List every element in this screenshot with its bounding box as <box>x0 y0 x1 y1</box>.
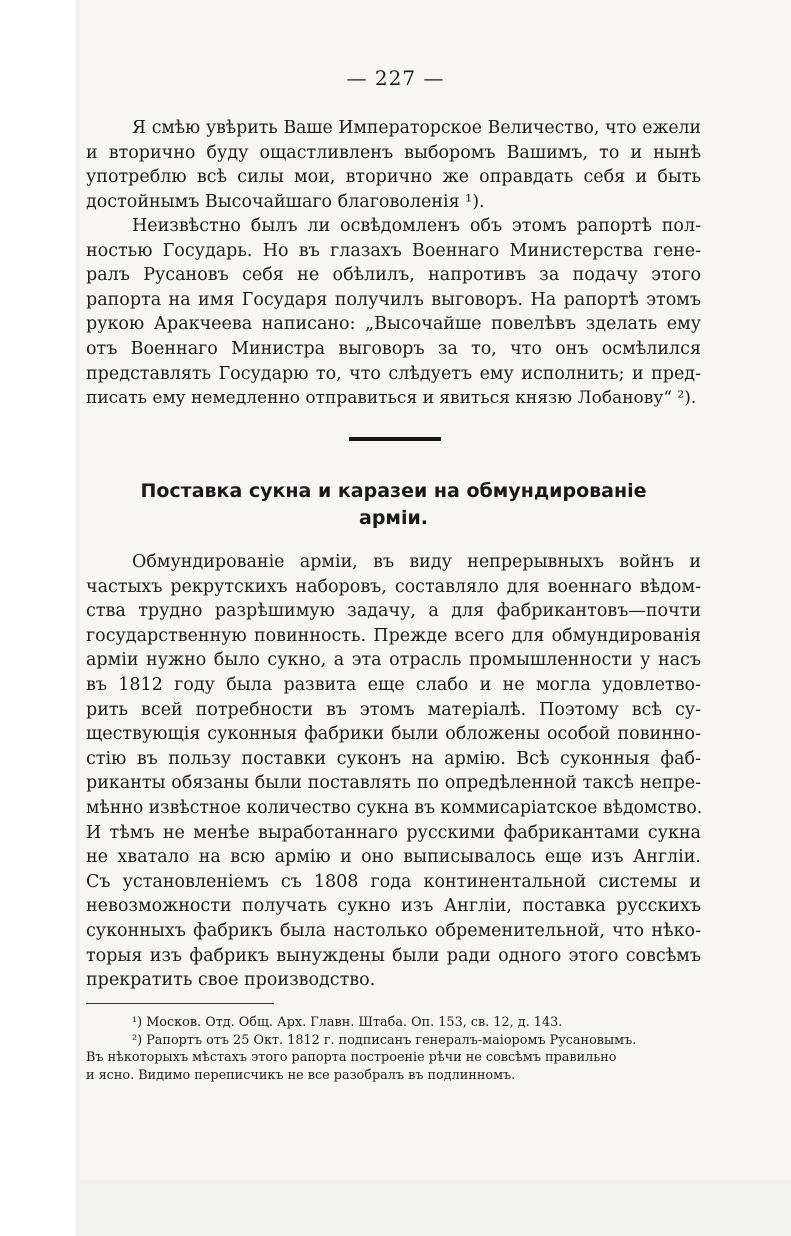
section-heading-line-2: арміи. <box>359 507 428 529</box>
paragraph-2-line: ностью Государь. Но въ глазахъ Военнаго Министерства гене- <box>86 240 701 261</box>
footnote-1: ¹) Москов. Отд. Общ. Арх. Главн. Штаба. Оп. 153, св. 12, д. 143. <box>132 1015 563 1030</box>
paragraph-3-line: И тѣмъ не менѣе выработаннаго русскими фабрикантами сукна <box>86 822 701 843</box>
paragraph-2-line: рукою Аракчеева написано: „Высочайше повелѣвъ зделать ему <box>86 314 701 335</box>
footnote-2-continuation: Въ нѣкоторыхъ мѣстахъ этого рапорта построеніе рѣчи не совсѣмъ правильно <box>86 1050 617 1066</box>
paragraph-3-line: Обмундированіе арміи, въ виду непрерывныхъ войнъ и <box>132 552 701 572</box>
paragraph-3-line: арміи нужно было сукно, а эта отрасль промышленности у насъ <box>86 650 701 671</box>
paragraph-2-line: ралъ Русановъ себя не обѣлилъ, напротивъ за подачу этого <box>86 265 701 286</box>
paragraph-3-line: ства трудно разрѣшимую задачу, а для фабрикантовъ—почти <box>86 601 701 622</box>
paragraph-1-line: Я смѣю увѣрить Вашe Императорское Величество, что ежели <box>132 118 701 138</box>
paragraph-3-line: рить всей потребности въ этомъ матеріалѣ. Поэтому всѣ су- <box>86 699 701 720</box>
paragraph-3-line: риканты обязаны были поставлять по опредѣленной таксѣ непре- <box>86 773 701 794</box>
paragraph-3-line: государственную повинность. Прежде всего для обмундированія <box>86 625 701 646</box>
paragraph-3-line: стію въ пользу поставки суконъ на армію. Всѣ суконныя фаб- <box>86 748 701 769</box>
paragraph-2-line: Неизвѣстно былъ ли освѣдомленъ объ этомъ рапортѣ пол- <box>132 216 701 236</box>
section-divider <box>349 437 441 441</box>
paragraph-3-line: въ 1812 году была развита еще слабо и не могла удовлетво- <box>86 674 701 695</box>
page-number: — 227 — <box>346 66 445 90</box>
paragraph-2-line: рапорта на имя Государя получилъ выговоръ. На рапортѣ этомъ <box>86 289 701 310</box>
paragraph-2-line: представлять Государю то, что слѣдуетъ ему исполнить; и пред- <box>86 363 701 384</box>
footnote-separator <box>86 1003 274 1004</box>
paragraph-3-line: суконныхъ фабрикъ была настолько обременительной, что нѣко- <box>86 920 701 941</box>
paragraph-3-line: не хватало на всю армію и оно выписывалось еще изъ Англіи. <box>86 847 701 868</box>
paragraph-2 <box>86 214 701 411</box>
paragraph-3-line: Съ установленіемъ съ 1808 года континентальной системы и <box>86 871 701 892</box>
paragraph-1-line: достойнымъ Высочайшаго благоволенія ¹). <box>86 191 485 212</box>
scan-margin-bottom <box>80 1180 791 1236</box>
paragraph-3-line: прекратить свое производство. <box>86 970 376 991</box>
paragraph-3-line: мѣнно извѣстное количество сукна въ коммисаріатское вѣдомство. <box>86 797 703 818</box>
paragraph-3-line: ществующія суконныя фабрики были обложены особой повинно- <box>86 724 701 745</box>
scan-margin-left <box>0 0 80 1236</box>
footnotes <box>86 1014 701 1084</box>
paragraph-3 <box>86 550 701 993</box>
paragraph-2-line: писать ему немедленно отправиться и явиться князю Лобанову“ ²). <box>86 388 697 409</box>
section-heading <box>86 478 701 532</box>
paragraph-1-line: и вторично буду ощастливленъ выборомъ Вашимъ, то и нынѣ <box>86 142 701 163</box>
section-heading-line-1: Поставка сукна и каразеи на обмундированіе <box>140 480 647 502</box>
paragraph-3-line: невозможности получать сукно изъ Англіи, поставка русскихъ <box>86 896 701 917</box>
footnote-2-continuation: и ясно. Видимо переписчикъ не все разобралъ въ подлинномъ. <box>86 1067 516 1083</box>
paragraph-3-line: частыхъ рекрутскихъ наборовъ, составляло для военнаго вѣдом- <box>86 576 701 597</box>
paragraph-1 <box>86 116 701 214</box>
paragraph-3-line: торыя изъ фабрикъ вынуждены были ради одного этого совсѣмъ <box>86 945 701 966</box>
paragraph-2-line: отъ Военнаго Министра выговоръ за то, что онъ осмѣлился <box>86 338 701 359</box>
footnote-2: ²) Рапортъ отъ 25 Окт. 1812 г. подписанъ генералъ-маіоромъ Русановымъ. <box>132 1032 637 1048</box>
paragraph-1-line: употреблю всѣ силы мои, вторично же оправдать себя и быть <box>86 167 701 188</box>
